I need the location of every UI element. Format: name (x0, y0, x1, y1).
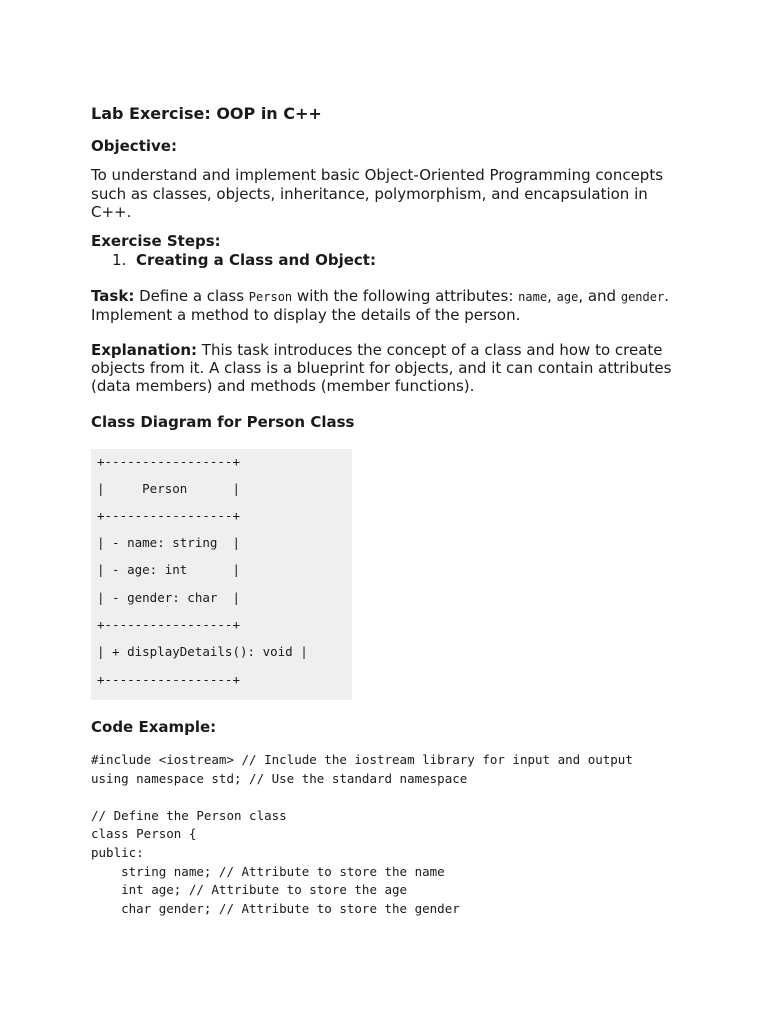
code-block (91, 751, 633, 918)
diagram-line: | + displayDetails(): void | (97, 644, 308, 659)
code-line (91, 788, 633, 807)
code-line: class Person { (91, 826, 197, 842)
class-diagram-heading (91, 413, 354, 431)
explanation-label: Explanation: (91, 341, 198, 359)
task-class-name: Person (248, 290, 293, 304)
diagram-line: +-----------------+ (97, 508, 240, 523)
code-line: int age; // Attribute to store the age (91, 882, 408, 898)
diagram-heading-part-1: Class Diagram for (91, 413, 247, 431)
code-line: char gender; // Attribute to store the gender (91, 900, 460, 916)
diagram-line: | - gender: char | (97, 590, 240, 605)
diagram-heading-part-3: Class (305, 413, 355, 431)
diagram-line: | - name: string | (97, 535, 240, 550)
diagram-line: | - age: int | (97, 562, 240, 577)
exercise-steps-heading: Exercise Steps: (91, 232, 221, 250)
task-text-2: with the following attributes: (292, 287, 519, 305)
diagram-line: | Person | (97, 481, 240, 496)
task-attr-name: name (518, 290, 548, 304)
page-title: Lab Exercise: OOP in C++ (91, 104, 322, 123)
step-label: Creating a Class and Object: (136, 251, 376, 269)
task-label: Task: (91, 287, 135, 305)
diagram-line: +-----------------+ (97, 454, 240, 469)
step-number: 1. (112, 251, 127, 269)
objective-heading: Objective: (91, 137, 177, 155)
explanation-paragraph (91, 341, 691, 395)
task-sep-1: , (547, 287, 557, 305)
code-line: using namespace std; // Use the standard namespace (91, 770, 468, 786)
task-text-3: . Implement a method to display the details of the person. (91, 287, 669, 324)
code-line: string name; // Attribute to store the name (91, 863, 445, 879)
task-paragraph (91, 287, 691, 324)
explanation-text: This task introduces the concept of a class and how to create objects from it. A class is a blueprint for objects, and it can contain attributes (data members) and methods (member functions). (91, 341, 672, 395)
code-line: #include <iostream> // Include the iostream library for input and output (91, 752, 633, 767)
code-line: public: (91, 844, 144, 860)
document-page (91, 104, 691, 916)
task-sep-2: , and (578, 287, 621, 305)
task-attr-gender: gender (620, 290, 665, 304)
diagram-heading-class-name: Person (246, 413, 306, 431)
code-line: // Define the Person class (91, 807, 287, 823)
diagram-line: +-----------------+ (97, 672, 240, 687)
objective-text: To understand and implement basic Object-Oriented Programming concepts such as classes, objects, inheritance, polymorphism, and encapsulation in C++. (91, 166, 664, 221)
diagram-line: +-----------------+ (97, 617, 240, 632)
code-example-heading: Code Example: (91, 718, 217, 736)
class-diagram (91, 449, 352, 700)
task-text-1: Define a class (134, 287, 249, 305)
task-attr-age: age (556, 290, 579, 304)
